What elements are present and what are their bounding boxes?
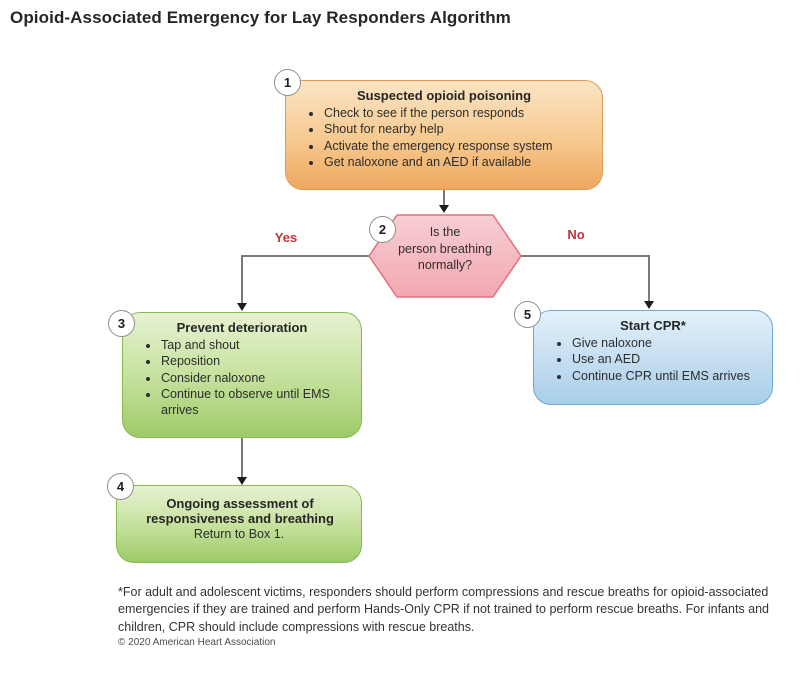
box1-bullet: • Get naloxone and an AED if available (323, 154, 592, 170)
footnote-text: *For adult and adolescent victims, responders should perform compressions and rescue breaths for opioid-associated emergencies if they are trained and perform Hands-Only CPR if not trained to perform rescue breaths. For infants and children, CPR should include compressions with rescue breaths. (118, 585, 770, 634)
arrowhead-box3 (237, 303, 247, 311)
box1-bullet: • Shout for nearby help (323, 121, 592, 137)
page-title: Opioid-Associated Emergency for Lay Responders Algorithm (10, 8, 511, 27)
box5-bullet: • Continue CPR until EMS arrives (571, 368, 762, 384)
step-number-4-label: 4 (116, 479, 125, 494)
connector-yes-horizontal (241, 255, 369, 257)
question-line: normally? (417, 258, 473, 272)
box1-bullet: • Check to see if the person responds (323, 105, 592, 121)
box1-bullet: • Activate the emergency response system (323, 138, 592, 154)
box-prevent-deterioration (122, 312, 362, 438)
arrowhead-box4 (237, 477, 247, 485)
box4-title: Ongoing assessment of responsiveness and breathing (146, 496, 334, 526)
box-start-cpr (533, 310, 773, 405)
step-number-4 (107, 473, 134, 500)
arrowhead-question (439, 205, 449, 213)
box3-bullet: • Consider naloxone (160, 370, 351, 386)
box-ongoing-assessment (116, 485, 362, 563)
step-number-5 (514, 301, 541, 328)
box3-bullet: • Reposition (160, 353, 351, 369)
step-number-3-label: 3 (117, 316, 126, 331)
question-line: person breathing (398, 241, 492, 256)
copyright-text: © 2020 American Heart Association (118, 637, 276, 648)
step-number-2-label: 2 (378, 222, 387, 237)
box4-subtitle: Return to Box 1. (193, 527, 285, 541)
step-number-1 (274, 69, 301, 96)
edge-label-yes: Yes (274, 230, 298, 245)
box3-bullet-list (133, 337, 351, 418)
connector-yes-vertical (241, 255, 243, 305)
box3-title: Prevent deterioration (176, 320, 308, 335)
edge-label-no: No (567, 227, 585, 242)
box3-bullet: • Tap and shout (160, 337, 351, 353)
step-number-3 (108, 310, 135, 337)
box5-bullet-list (544, 335, 762, 384)
arrowhead-box5 (644, 301, 654, 309)
box5-bullet: • Use an AED (571, 351, 762, 367)
box3-bullet: • Continue to observe until EMS arrives (160, 386, 351, 419)
box5-title: Start CPR* (620, 318, 686, 333)
connector-box3-to-box4 (241, 438, 243, 479)
connector-no-horizontal (521, 255, 650, 257)
box5-bullet: • Give naloxone (571, 335, 762, 351)
question-line: Is the (429, 225, 461, 239)
step-number-5-label: 5 (523, 307, 532, 322)
step-number-1-label: 1 (283, 75, 292, 90)
connector-no-vertical (648, 255, 650, 303)
box1-bullet-list (296, 105, 592, 170)
step-number-2 (369, 216, 396, 243)
box-suspected-opioid-poisoning (285, 80, 603, 190)
box1-title: Suspected opioid poisoning (356, 88, 532, 103)
